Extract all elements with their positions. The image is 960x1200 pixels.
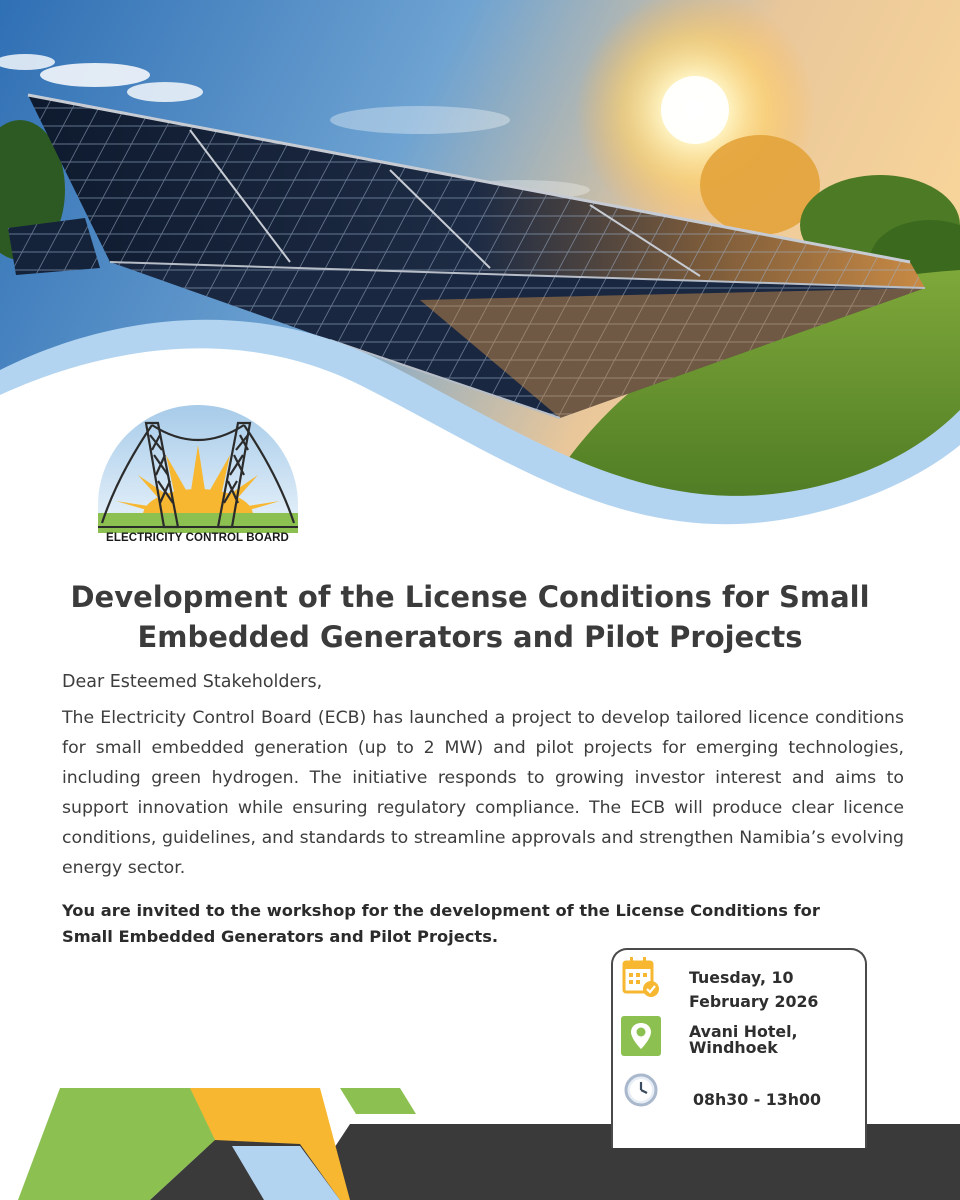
title-line-1: Development of the License Conditions for Small [70,580,870,614]
body-paragraph: The Electricity Control Board (ECB) has launched a project to develop tailored licence conditions for small embedded generation (up to 2 MW) and pilot projects for emerging technologies, including green hydrogen. The initiative responds to growing investor interest and aims to support innovation while ensuring regulatory compliance. The ECB will produce clear licence conditions, guidelines, and standards to streamline approvals and strengthen Namibia’s evolving energy sector. [62,708,904,878]
title-line-2: Embedded Generators and Pilot Projects [137,620,803,654]
event-venue-line-2: Windhoek [689,1038,778,1057]
clock-icon [621,1070,661,1110]
ecb-logo [98,405,298,550]
location-pin-icon [621,1016,661,1056]
event-date-row [613,954,865,1010]
event-date-line-2: February 2026 [689,992,819,1011]
event-date [689,966,859,1014]
invite-line-2: Small Embedded Generators and Pilot Projects. [62,927,499,946]
logo-caption: ELECTRICITY CONTROL BOARD [106,532,289,544]
calendar-icon [621,956,661,996]
salutation: Dear Esteemed Stakeholders, [62,672,323,692]
event-venue [689,1024,859,1056]
event-date-line-1: Tuesday, 10 [689,968,794,987]
invite-line-1: You are invited to the workshop for the development of the License Conditions for [62,901,820,920]
event-time-row [613,1068,865,1128]
event-venue-row [613,1014,865,1064]
event-details-card [611,948,867,1148]
event-venue-line-1: Avani Hotel, [689,1022,798,1041]
page-title [40,577,900,657]
event-time: 08h30 - 13h00 [693,1090,821,1109]
invitation-text [62,898,882,950]
